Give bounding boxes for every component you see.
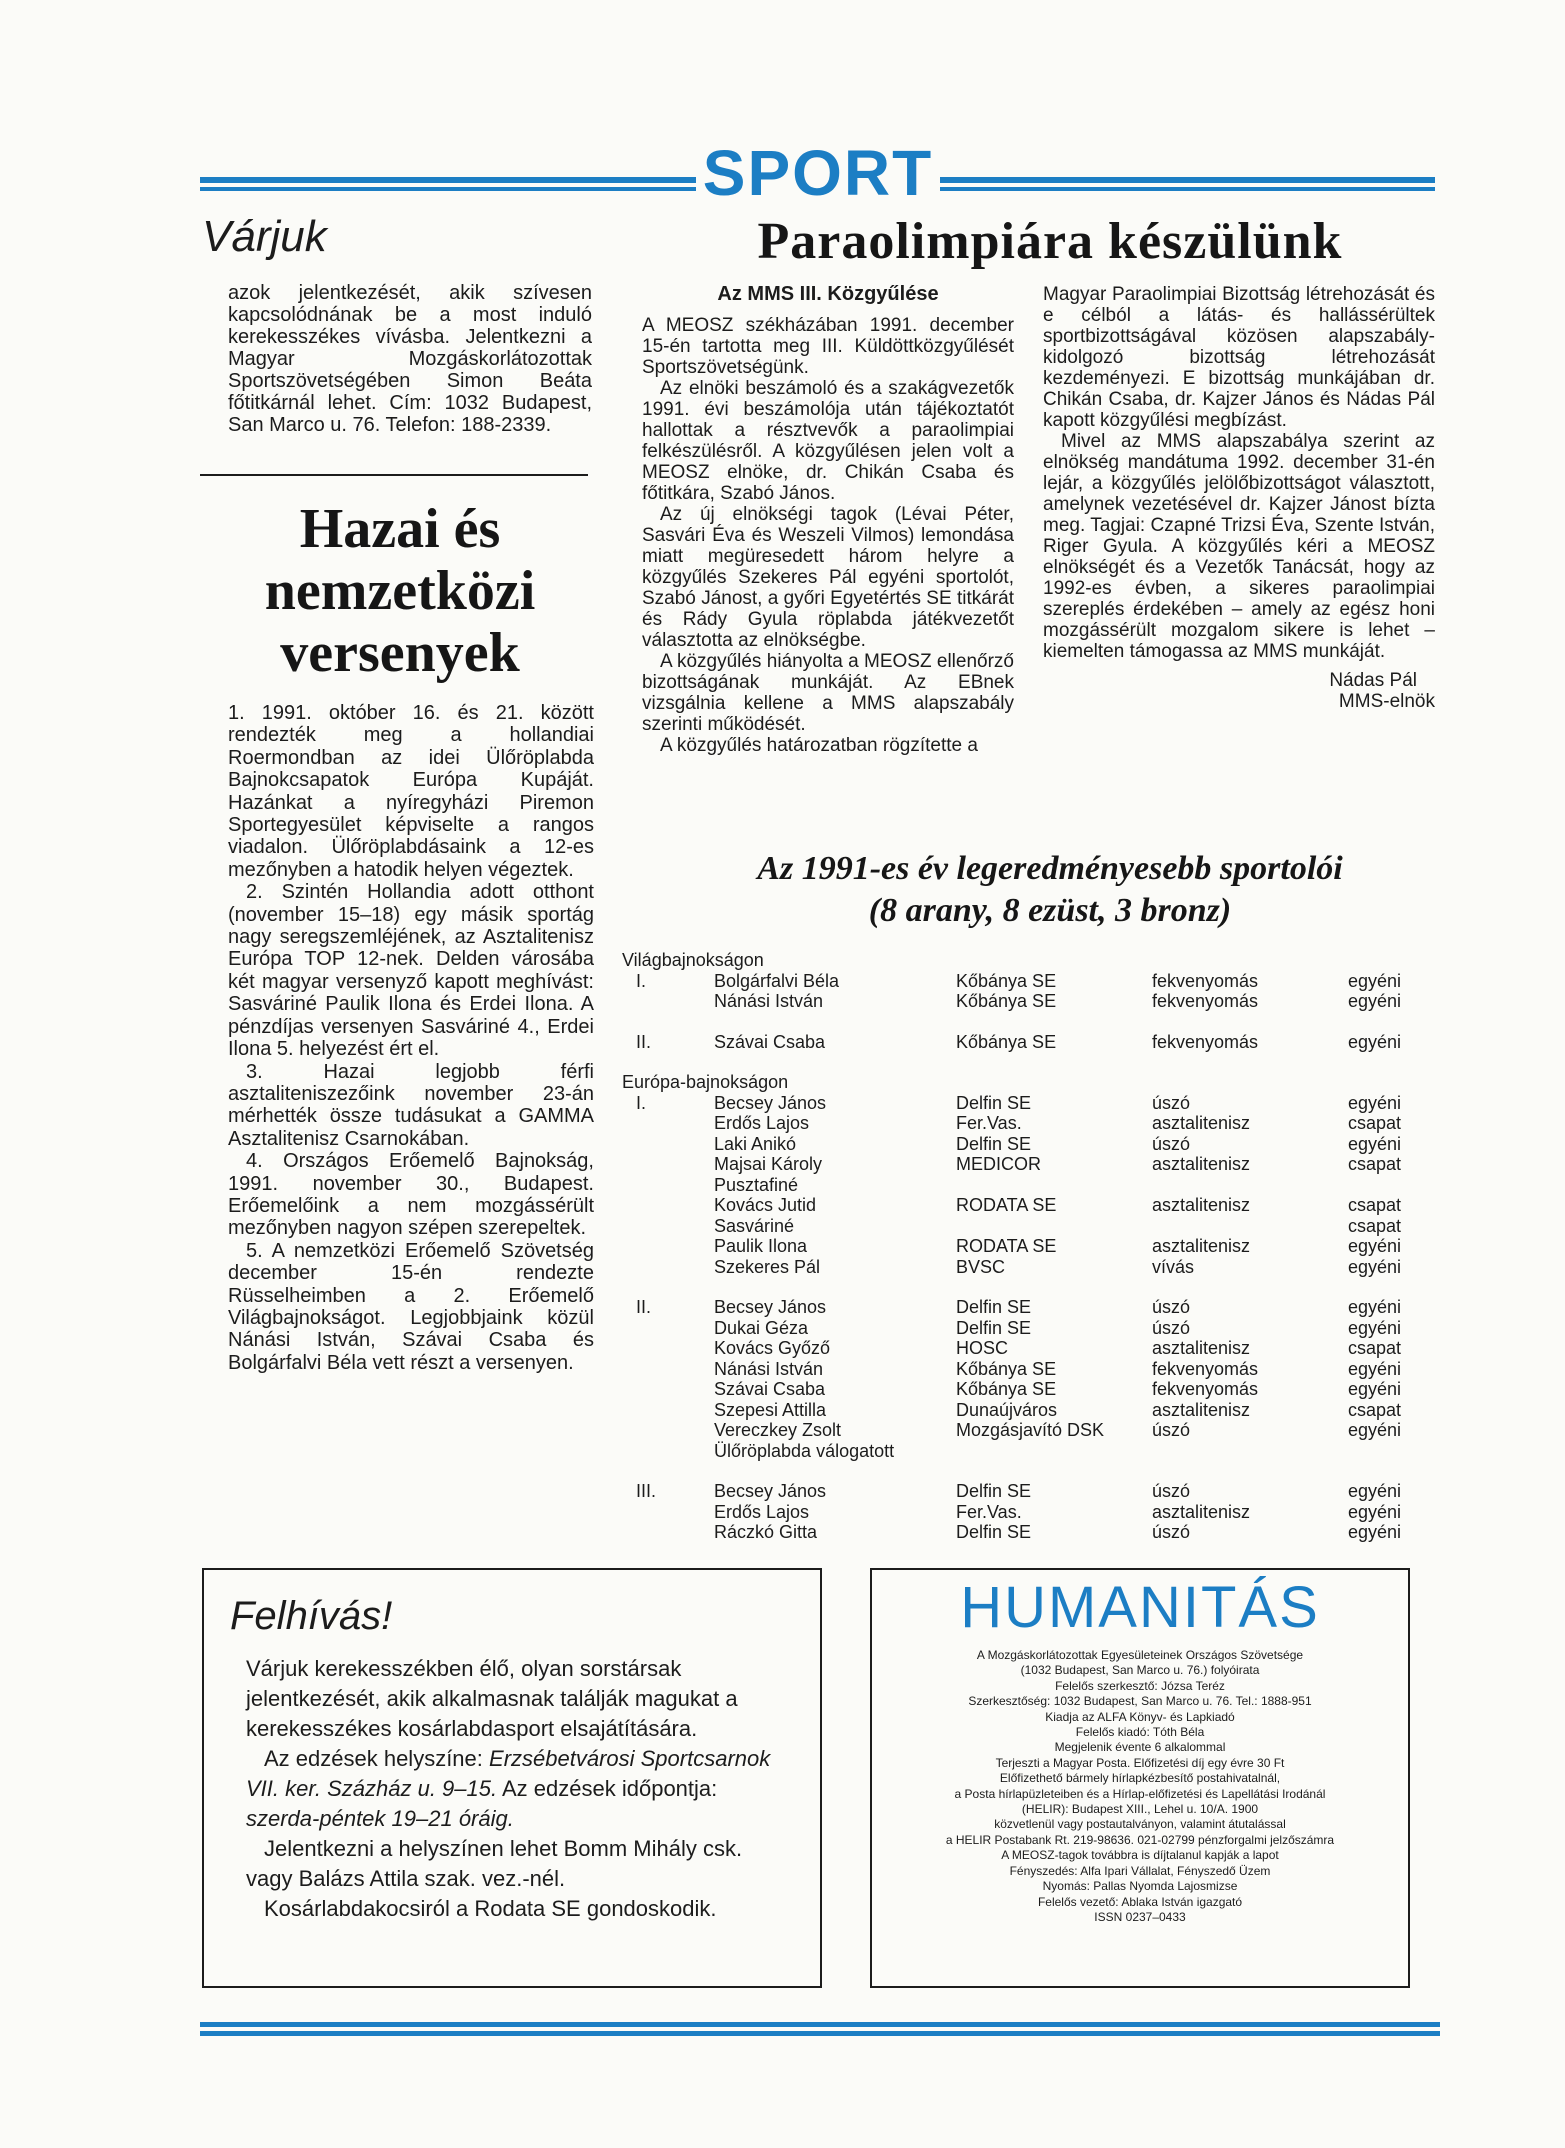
felhivas-time: szerda-péntek 19–21 óráig. — [246, 1806, 514, 1831]
hazai-body — [228, 702, 594, 1374]
rank-cell — [622, 1338, 714, 1359]
athlete-name: Szávai Csaba — [714, 1031, 826, 1052]
column-divider — [200, 474, 588, 476]
athlete-name: Vereczkey Zsolt — [714, 1420, 842, 1440]
imprint-line: (1032 Budapest, San Marco u. 76.) folyóirata — [1020, 1663, 1260, 1678]
table-row — [622, 1195, 1442, 1216]
table-row — [622, 1318, 1442, 1339]
felhivas-time-prefix: Az edzések időpontja: — [497, 1776, 718, 1801]
hazai-paragraph: 1. 1991. október 16. és 21. között rendezték meg a hollandiai Roermondban az idei Ülőröplabda Bajnokcsapatok Európa Kupáját. Hazánkat a nyíregyházi Piremon Sportegyesület képviselte a rangos viadalon. Ülőröplabdásaink a 12-es mezőnyben a hatodik helyen végeztek. — [228, 702, 594, 881]
felhivas-paragraph: Kosárlabdakocsiról a Rodata SE gondoskodik. — [264, 1896, 717, 1921]
athlete-name: Pusztafiné — [714, 1174, 799, 1195]
hazai-title-line2: nemzetközi — [264, 560, 536, 622]
imprint-line: A MEOSZ-tagok továbbra is díjtalanul kapják a lapot — [1001, 1848, 1279, 1863]
sport-name: úszó — [1152, 1420, 1191, 1440]
header-rule-left-top — [200, 177, 696, 183]
club-name: Delfin SE — [956, 1317, 1032, 1338]
athlete-name: Nánási István — [714, 991, 824, 1011]
athlete-name: Dukai Géza — [714, 1317, 809, 1338]
event-type: csapat — [1348, 1154, 1402, 1174]
table-row — [622, 1481, 1442, 1502]
event-type: egyéni — [1348, 1522, 1402, 1542]
athlete-name: Majsai Károly — [714, 1154, 823, 1174]
club-name: Kőbánya SE — [956, 1358, 1057, 1379]
hazai-title-line3: versenyek — [280, 622, 520, 684]
felhivas-title: Felhívás! — [230, 1594, 393, 1638]
results-title-line1: Az 1991-es év legeredményesebb sportolói — [757, 850, 1343, 887]
rank-cell — [622, 1441, 714, 1462]
sport-name: asztalitenisz — [1152, 1154, 1251, 1174]
event-type: egyéni — [1348, 1379, 1402, 1399]
article-paragraph: Mivel az MMS alapszabálya szerint az elnökség mandátuma 1992. december 31-én lejár, a közgyűlés jelölőbizottságot választott, amelynek vezetésével dr. Kajzer Jánost bízta meg. Tagjai: Czapné Trizsi Éva, Szente István, Riger Gyula. A közgyűlés kéri a MEOSZ elnökségét és a Vezetők Tanácsát, hogy az 1992-es évben, a sikeres paraolimpiai szereplés érdekében – amely az egész honi mozgássérült mozgalom sikere is lehet – kiemelten támogassa az MMS munkáját. — [1043, 431, 1435, 662]
results-list — [622, 950, 1442, 1563]
article-paragraph: A MEOSZ székházában 1991. december 15-én tartotta meg III. Küldöttközgyűlését Sportszövetségünk. — [642, 315, 1014, 378]
club-name: Delfin SE — [956, 1133, 1032, 1154]
signature-role: MMS-elnök — [1338, 691, 1435, 712]
felhivas-place: Erzsébetvárosi Sportcsarnok VII. ker. Százház u. 9–15. — [246, 1746, 771, 1801]
results-section — [622, 1072, 1442, 1543]
event-type: egyéni — [1348, 1092, 1402, 1113]
table-row — [622, 1297, 1442, 1318]
table-row — [622, 1502, 1442, 1523]
table-row — [622, 1257, 1442, 1278]
article-subtitle: Az MMS III. Közgyűlése — [717, 283, 939, 305]
club-name: Kőbánya SE — [956, 991, 1057, 1011]
imprint-line: Felelős szerkesztő: Józsa Teréz — [1055, 1678, 1225, 1693]
rank-cell — [622, 1359, 714, 1380]
header-rule-right-bottom — [940, 187, 1435, 191]
club-name: BVSC — [956, 1256, 1006, 1277]
table-row — [622, 1420, 1442, 1441]
club-name: Dunaújváros — [956, 1399, 1058, 1420]
event-type — [1348, 1441, 1442, 1462]
table-row — [622, 1522, 1442, 1543]
imprint-line: közvetlenül vagy postautalványon, valamint átutalással — [994, 1817, 1286, 1832]
athlete-name: Bolgárfalvi Béla — [714, 970, 840, 991]
athlete-name: Erdős Lajos — [714, 1501, 810, 1522]
rank-cell — [622, 1400, 714, 1421]
athlete-name: Erdős Lajos — [714, 1113, 810, 1133]
event-type: csapat — [1348, 1338, 1402, 1358]
sport-name: úszó — [1152, 1481, 1191, 1501]
section-title: SPORT — [702, 137, 934, 209]
athlete-name: Becsey János — [714, 1297, 827, 1317]
athlete-name: Ráczkó Gitta — [714, 1522, 818, 1542]
club-name: Delfin SE — [956, 1522, 1032, 1542]
club-name — [956, 1175, 1152, 1196]
event-type — [1348, 1175, 1442, 1196]
hazai-paragraph: 4. Országos Erőemelő Bajnokság, 1991. november 30., Budapest. Erőemelőink a nem mozgássérült mezőnyben nagyon szépen szerepeltek. — [228, 1150, 594, 1240]
club-name: Mozgásjavító DSK — [956, 1420, 1105, 1440]
sport-name: vívás — [1152, 1256, 1195, 1277]
felhivas-paragraph: Várjuk kerekesszékben élő, olyan sorstársak jelentkezését, akik alkalmasnak találják magukat a kerekesszékes kosárlabdasport elsajátítására. — [246, 1656, 738, 1741]
sport-name: úszó — [1152, 1317, 1191, 1338]
club-name: MEDICOR — [956, 1154, 1041, 1174]
rank-cell: II. — [636, 1297, 652, 1317]
athlete-name: Nánási István — [714, 1358, 824, 1379]
event-type: egyéni — [1348, 970, 1402, 991]
article-paragraph: A közgyűlés határozatban rögzítette a — [660, 735, 978, 756]
rank-cell — [622, 1522, 714, 1543]
rank-cell — [622, 1154, 714, 1175]
article-paragraph: Az új elnökségi tagok (Lévai Péter, Sasvári Éva és Weszeli Vilmos) lemondása miatt megüresedett három helyre a közgyűlés Szekeres Pál egyéni sportolót, Szabó Jánost, a győri Egyetértés SE titkárát és Rády Gyula röplabda játékvezetőt választotta az elnökségbe. — [642, 504, 1014, 651]
rank-cell — [622, 1113, 714, 1134]
athlete-name: Kovács Győző — [714, 1338, 831, 1358]
humanitas-imprint — [880, 1648, 1400, 1925]
sport-name: úszó — [1152, 1522, 1191, 1542]
article-column-1 — [642, 284, 1014, 756]
sport-name: asztalitenisz — [1152, 1399, 1251, 1420]
club-name: RODATA SE — [956, 1236, 1057, 1256]
felhivas-body — [246, 1654, 786, 1924]
club-name — [956, 1216, 1152, 1237]
results-group — [622, 1032, 1442, 1053]
rank-cell: I. — [636, 970, 647, 991]
results-section-label: Európa-bajnokságon — [622, 1072, 789, 1092]
rank-cell — [622, 1134, 714, 1155]
sport-name: úszó — [1152, 1133, 1191, 1154]
table-row — [622, 971, 1442, 992]
event-type: egyéni — [1348, 991, 1402, 1011]
athlete-name: Becsey János — [714, 1092, 827, 1113]
article-paragraph: Magyar Paraolimpiai Bizottság létrehozását és e célból a látás- és hallássérültek sportbizottságával közösen alapszabály-kidolgozó bizottság létrehozását kezdeményezi. E bizottság munkájában dr. Chikán Csaba, dr. Kajzer János és Nádas Pál kapott közgyűlési megbízást. — [1043, 284, 1435, 431]
event-type: egyéni — [1348, 1236, 1402, 1256]
felhivas-paragraph — [246, 1744, 786, 1834]
athlete-name: Laki Anikó — [714, 1133, 797, 1154]
athlete-name: Sasváriné — [714, 1215, 795, 1236]
imprint-line: Megjelenik évente 6 alkalommal — [1054, 1740, 1226, 1755]
sport-name: úszó — [1152, 1297, 1191, 1317]
rank-cell — [622, 1257, 714, 1278]
event-type: egyéni — [1348, 1317, 1402, 1338]
athlete-name: Paulik Ilona — [714, 1236, 808, 1256]
table-row — [622, 1134, 1442, 1155]
felhivas-paragraph: Jelentkezni a helyszínen lehet Bomm Mihály csk. vagy Balázs Attila szak. vez.-nél. — [246, 1836, 743, 1891]
footer-rule-top — [200, 2022, 1440, 2027]
imprint-line: a Posta hírlapüzleteiben és a Hírlap-előfizetési és Lapellátási Irodánál — [954, 1786, 1326, 1801]
results-group — [622, 971, 1442, 1012]
imprint-line: ISSN 0237–0433 — [1094, 1909, 1186, 1924]
sport-name: fekvenyomás — [1152, 970, 1259, 991]
imprint-line: Felelős vezető: Ablaka István igazgató — [1037, 1894, 1243, 1909]
event-type: csapat — [1348, 1113, 1402, 1133]
club-name: Kőbánya SE — [956, 1031, 1057, 1052]
event-type: egyéni — [1348, 1501, 1402, 1522]
event-type: egyéni — [1348, 1420, 1402, 1440]
imprint-line: Előfizethető bármely hírlapkézbesítő postahivatalnál, — [999, 1771, 1281, 1786]
athlete-name: Szávai Csaba — [714, 1379, 826, 1399]
felhivas-place-prefix: Az edzések helyszíne: — [264, 1746, 490, 1771]
club-name — [956, 1441, 1152, 1462]
article-title: Paraolimpiára készülünk — [757, 213, 1343, 270]
event-type: csapat — [1348, 1195, 1402, 1215]
club-name: Fer.Vas. — [956, 1113, 1022, 1133]
event-type: egyéni — [1348, 1256, 1402, 1277]
event-type: egyéni — [1348, 1481, 1402, 1501]
table-row — [622, 1400, 1442, 1421]
sport-name: asztalitenisz — [1152, 1236, 1251, 1256]
table-row — [622, 1216, 1442, 1237]
table-row — [622, 991, 1442, 1012]
hazai-title-line1: Hazai és — [299, 498, 501, 560]
hazai-paragraph: 5. A nemzetközi Erőemelő Szövetség december 15-én rendezte Rüsselheimben a 2. Erőemelő Világbajnokságot. Legjobbjaink közül Nánási István, Szávai Csaba és Bolgárfalvi Béla vett részt a versenyen. — [228, 1239, 594, 1374]
table-row — [622, 1359, 1442, 1380]
rank-cell: I. — [636, 1092, 647, 1113]
sport-name — [1152, 1441, 1348, 1462]
results-title — [600, 848, 1500, 932]
results-group — [622, 1481, 1442, 1543]
header-rule-right-top — [940, 177, 1435, 183]
article-paragraph: Az elnöki beszámoló és a szakágvezetők 1991. évi beszámolója után tájékoztatót hallottak a résztvevők a paraolimpiai felkészülésről. A közgyűlésen jelen volt a MEOSZ elnöke, dr. Chikán Csaba és főtitkára, Szabó János. — [642, 378, 1014, 504]
event-type: egyéni — [1348, 1031, 1402, 1052]
imprint-line: Kiadja az ALFA Könyv- és Lapkiadó — [1045, 1709, 1235, 1724]
sport-name: fekvenyomás — [1152, 1358, 1259, 1379]
article-paragraph: A közgyűlés hiányolta a MEOSZ ellenőrző bizottságának munkáját. Az EBnek vizsgálnia kellene a MMS alapszabály szerinti működését. — [642, 651, 1014, 735]
sport-name: fekvenyomás — [1152, 991, 1259, 1011]
event-type: egyéni — [1348, 1297, 1402, 1317]
sport-name: fekvenyomás — [1152, 1031, 1259, 1052]
event-type: csapat — [1348, 1215, 1402, 1236]
humanitas-title: HUMANITÁS — [960, 1575, 1320, 1640]
rank-cell — [622, 1502, 714, 1523]
club-name: RODATA SE — [956, 1195, 1057, 1215]
sport-name — [1152, 1175, 1348, 1196]
hazai-paragraph: 3. Hazai legjobb férfi asztaliteniszezőink november 23-án mérhették össze tudásukat a GAMMA Asztalitenisz Csarnokában. — [228, 1060, 594, 1150]
event-type: csapat — [1348, 1399, 1402, 1420]
hazai-paragraph: 2. Szintén Hollandia adott otthont (november 15–18) egy másik sportág nagy seregszemléjének, az Asztalitenisz Európa TOP 12-nek. Delden városába két magyar versenyző kapott meghívást: Sasváriné Paulik Ilona és Erdei Ilona. A pénzdíjas versenyen Sasváriné 4., Erdei Ilona 5. helyezést ért el. — [228, 881, 594, 1061]
header-rule-left-bottom — [200, 187, 696, 191]
article-column-2 — [1043, 284, 1435, 712]
rank-cell — [622, 1195, 714, 1216]
table-row — [622, 1113, 1442, 1134]
table-row — [622, 1175, 1442, 1196]
results-section — [622, 950, 1442, 1052]
imprint-line: Nyomás: Pallas Nyomda Lajosmizse — [1042, 1879, 1238, 1894]
imprint-line: A Mozgáskorlátozottak Egyesületeinek Országos Szövetsége — [976, 1648, 1304, 1662]
table-row — [622, 1032, 1442, 1053]
athlete-name: Ülőröplabda válogatott — [714, 1440, 895, 1461]
rank-cell — [622, 991, 714, 1012]
hazai-title — [200, 498, 600, 684]
rank-cell — [622, 1379, 714, 1400]
imprint-line: Szerkesztőség: 1032 Budapest, San Marco u. 76. Tel.: 1888-951 — [968, 1694, 1312, 1709]
sport-name: asztalitenisz — [1152, 1195, 1251, 1215]
sport-name — [1152, 1216, 1348, 1237]
club-name: Fer.Vas. — [956, 1501, 1022, 1522]
club-name: Kőbánya SE — [956, 1379, 1057, 1399]
rank-cell: II. — [636, 1031, 652, 1052]
sport-name: asztalitenisz — [1152, 1338, 1251, 1358]
athlete-name: Szekeres Pál — [714, 1256, 821, 1277]
event-type: egyéni — [1348, 1358, 1402, 1379]
rank-cell — [622, 1175, 714, 1196]
imprint-line: (HELIR): Budapest XIII., Lehel u. 10/A. 1900 — [1021, 1802, 1259, 1817]
sport-name: fekvenyomás — [1152, 1379, 1259, 1399]
sport-name: asztalitenisz — [1152, 1501, 1251, 1522]
imprint-line: a HELIR Postabank Rt. 219-98636. 021-02799 pénzforgalmi jelzőszámra — [945, 1832, 1335, 1847]
table-row — [622, 1236, 1442, 1257]
rank-cell: III. — [636, 1481, 657, 1501]
table-row — [622, 1093, 1442, 1114]
club-name: Delfin SE — [956, 1481, 1032, 1501]
table-row — [622, 1441, 1442, 1462]
imprint-line: Fényszedés: Alfa Ipari Vállalat, Fényszedő Üzem — [1009, 1863, 1271, 1878]
club-name: Delfin SE — [956, 1297, 1032, 1317]
rank-cell — [622, 1216, 714, 1237]
rank-cell — [622, 1318, 714, 1339]
event-type: egyéni — [1348, 1133, 1402, 1154]
club-name: Kőbánya SE — [956, 970, 1057, 991]
table-row — [622, 1338, 1442, 1359]
athlete-name: Becsey János — [714, 1481, 827, 1501]
results-group — [622, 1093, 1442, 1278]
varjuk-heading: Várjuk — [202, 212, 327, 261]
results-section-label: Világbajnokságon — [622, 950, 764, 970]
rank-cell — [622, 1420, 714, 1441]
footer-rule-bottom — [200, 2031, 1440, 2036]
club-name: Delfin SE — [956, 1092, 1032, 1113]
club-name: HOSC — [956, 1338, 1009, 1358]
sport-name: úszó — [1152, 1092, 1191, 1113]
imprint-line: Terjeszti a Magyar Posta. Előfizetési díj egy évre 30 Ft — [995, 1755, 1285, 1770]
table-row — [622, 1154, 1442, 1175]
table-row — [622, 1379, 1442, 1400]
varjuk-text: azok jelentkezését, akik szívesen kapcsolódnának be a most induló kerekesszékes vívásba. Jelentkezni a Magyar Mozgáskorlátozottak Sportszövetségében Simon Beáta főtitkárnál lehet. Cím: 1032 Budapest, San Marco u. 76. Telefon: 188-2339. — [228, 282, 592, 436]
results-group — [622, 1297, 1442, 1461]
athlete-name: Szepesi Attilla — [714, 1399, 827, 1420]
rank-cell — [622, 1236, 714, 1257]
sport-name: asztalitenisz — [1152, 1113, 1251, 1133]
imprint-line: Felelős kiadó: Tóth Béla — [1075, 1725, 1205, 1740]
results-title-line2: (8 arany, 8 ezüst, 3 bronz) — [868, 892, 1232, 929]
signature-name: Nádas Pál — [1329, 670, 1417, 691]
athlete-name: Kovács Jutid — [714, 1195, 817, 1215]
